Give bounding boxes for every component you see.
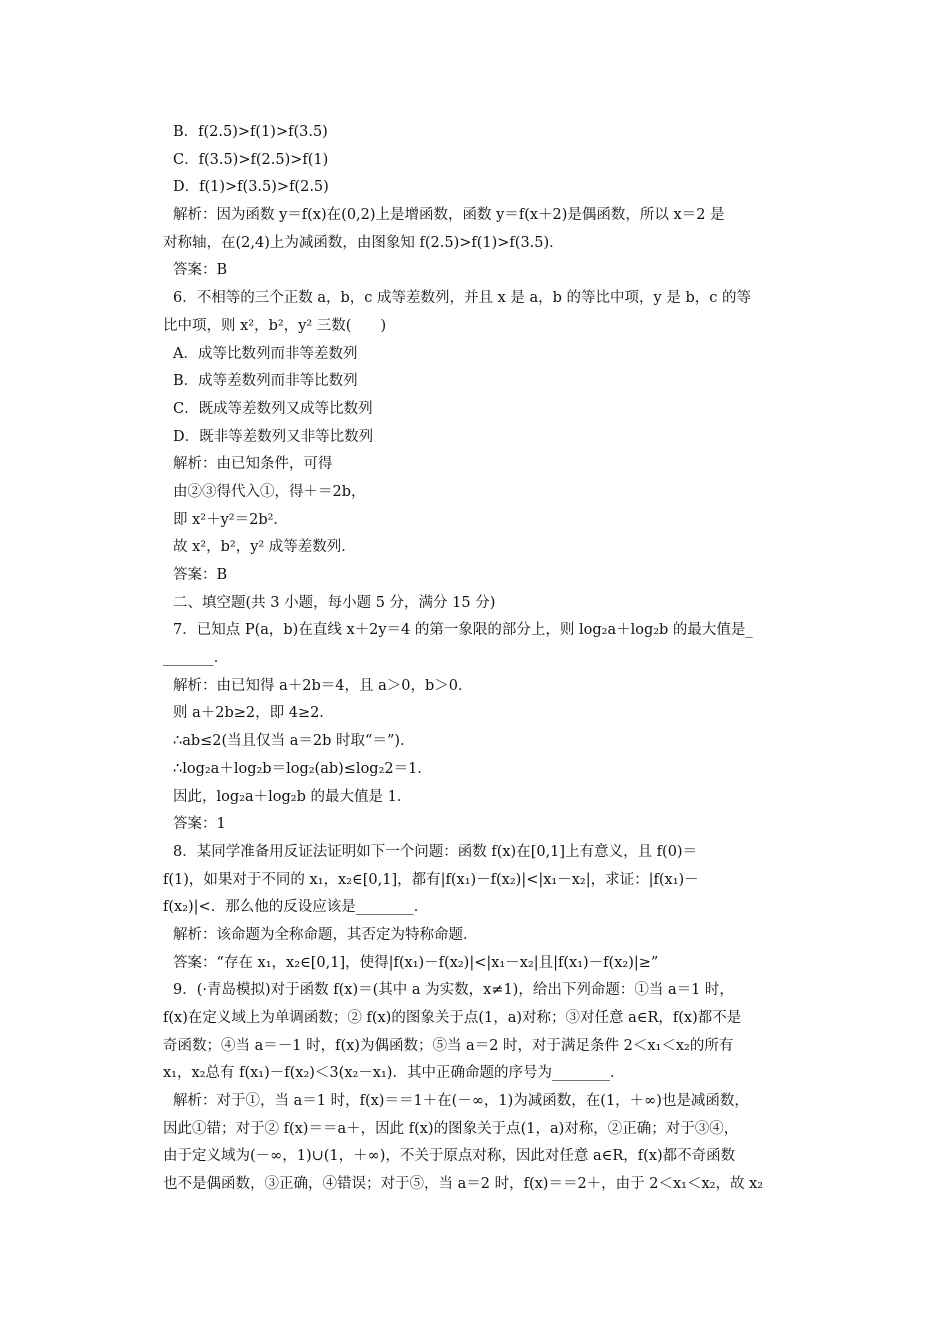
text-line: B．成等差数列而非等比数列: [173, 373, 358, 390]
text-line: 7．已知点 P(a，b)在直线 x＋2y＝4 的第一象限的部分上，则 log₂a＋log₂b 的最大值是_: [173, 622, 753, 639]
text-line: ∴ab≤2(当且仅当 a＝2b 时取“＝”)．: [173, 733, 415, 750]
text-line: 故 x²，b²，y² 成等差数列．: [173, 539, 356, 556]
text-line: D．f(1)>f(3.5)>f(2.5): [173, 179, 329, 196]
text-line: f(1)，如果对于不同的 x₁，x₂∈[0,1]，都有|f(x₁)－f(x₂)|<|x₁－x₂|，求证：|f(x₁)－: [163, 871, 699, 888]
text-line: D．既非等差数列又非等比数列: [173, 428, 374, 445]
text-line: 对称轴，在(2,4)上为减函数，由图象知 f(2.5)>f(1)>f(3.5)．: [163, 234, 564, 251]
text-line: 因此，log₂a＋log₂b 的最大值是 1．: [173, 788, 412, 805]
text-line: 奇函数；④当 a＝－1 时，f(x)为偶函数；⑤当 a＝2 时，对于满足条件 2＜x₁＜x₂的所有: [163, 1037, 734, 1054]
text-line: 即 x²＋y²＝2b²．: [173, 511, 288, 528]
document-body: [163, 119, 823, 1199]
text-line: 8．某同学准备用反证法证明如下一个问题：函数 f(x)在[0,1]上有意义，且 f(0)＝: [173, 843, 698, 860]
text-line: A．成等比数列而非等差数列: [173, 345, 358, 362]
text-line: 6．不相等的三个正数 a，b，c 成等差数列，并且 x 是 a，b 的等比中项，y 是 b，c 的等: [173, 290, 751, 307]
text-line: _______．: [163, 650, 229, 667]
text-line: B．f(2.5)>f(1)>f(3.5): [173, 124, 328, 140]
text-line: 由②③得代入①，得＋＝2b，: [173, 483, 366, 500]
text-line: 9．(·青岛模拟)对于函数 f(x)＝(其中 a 为实数，x≠1)，给出下列命题：①当 a＝1 时，: [173, 982, 734, 999]
text-line: 也不是偶函数，③正确，④错误；对于⑤，当 a＝2 时，f(x)＝＝2＋，由于 2＜x₁＜x₂，故 x₂: [163, 1176, 764, 1193]
text-line: f(x₂)|<．那么他的反设应该是________．: [163, 899, 429, 916]
text-line: 由于定义域为(－∞，1)∪(1，＋∞)，不关于原点对称，因此对任意 a∈R，f(x)都不奇函数: [163, 1148, 736, 1165]
text-line: 答案：“存在 x₁，x₂∈[0,1]，使得|f(x₁)－f(x₂)|<|x₁－x₂|且|f(x₁)－f(x₂)|≥”: [173, 954, 659, 971]
text-line: C．既成等差数列又成等比数列: [173, 400, 373, 417]
text-line: 则 a＋2b≥2，即 4≥2．: [173, 705, 334, 722]
text-line: f(x)在定义域上为单调函数；② f(x)的图象关于点(1，a)对称；③对任意 a∈R，f(x)都不是: [163, 1010, 742, 1026]
text-line: 比中项，则 x²，b²，y² 三数( ): [163, 317, 387, 334]
text-line: 解析：对于①，当 a＝1 时，f(x)＝＝1＋在(－∞，1)为减函数，在(1，＋∞)也是减函数，: [173, 1093, 749, 1110]
text-line: ∴log₂a＋log₂b＝log₂(ab)≤log₂2＝1．: [173, 760, 432, 777]
text-line: 答案：1: [173, 816, 226, 833]
text-line: 答案：B: [173, 567, 228, 583]
text-line: x₁，x₂总有 f(x₁)－f(x₂)＜3(x₂－x₁)．其中正确命题的序号为________．: [163, 1065, 625, 1082]
text-line: 解析：该命题为全称命题，其否定为特称命题．: [173, 926, 478, 943]
text-line: 因此①错；对于② f(x)＝＝a＋，因此 f(x)的图象关于点(1，a)对称，②正确；对于③④，: [163, 1120, 739, 1137]
text-line: C．f(3.5)>f(2.5)>f(1): [173, 151, 329, 168]
text-line: 答案：B: [173, 262, 228, 279]
text-line: 解析：由已知得 a＋2b＝4，且 a＞0，b＞0．: [173, 677, 473, 694]
text-line: 二、填空题(共 3 小题，每小题 5 分，满分 15 分): [173, 594, 496, 611]
text-line: 解析：因为函数 y＝f(x)在(0,2)上是增函数，函数 y＝f(x＋2)是偶函数，所以 x＝2 是: [173, 207, 725, 224]
text-line: 解析：由已知条件，可得: [173, 456, 333, 473]
